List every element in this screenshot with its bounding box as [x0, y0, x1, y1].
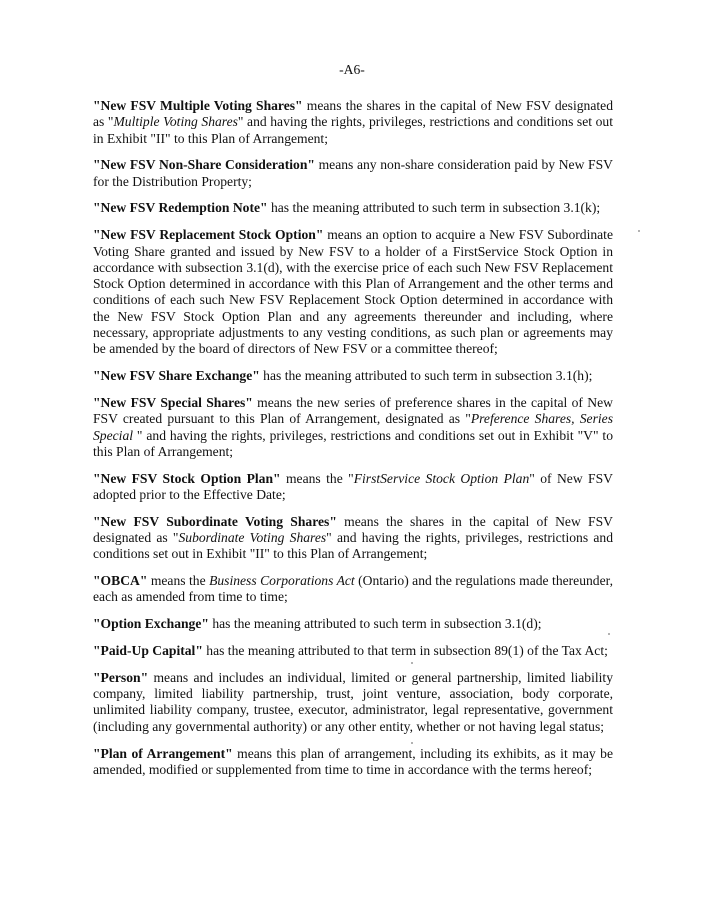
- definition-text: (Ontario) and the regulations made thereunder, each as amended from time to time;: [93, 573, 614, 605]
- italic-text: Subordinate Voting Shares: [178, 530, 327, 546]
- scan-speck: [411, 742, 413, 744]
- definition-paragraph: [93, 227, 613, 357]
- defined-term: "Person": [93, 669, 149, 685]
- page-number: -A6-: [339, 62, 365, 77]
- definition-text: has the meaning attributed to that term in subsection 89(1) of the Tax Act;: [202, 643, 608, 659]
- definition-text: means any non-share consideration paid by New FSV for the Distribution Property;: [93, 157, 613, 189]
- defined-term: "New FSV Stock Option Plan": [93, 470, 281, 486]
- definition-paragraph: [93, 746, 613, 779]
- definition-paragraph: [93, 395, 613, 460]
- scan-speck: [608, 633, 610, 635]
- definition-text: has the meaning attributed to such term in subsection 3.1(d);: [208, 616, 542, 632]
- definition-text: means an option to acquire a New FSV Subordinate Voting Share granted and issued by New FSV to a holder of a FirstService Stock Option in accordance with subsection 3.1(d), with the exercise price of each such New FSV Replacement Stock Option determined in accordance with this Plan of Arrangement and the other terms and conditions of each such New FSV Replacement Stock Option determined in accordance with the New FSV Stock Option Plan and any agreements thereunder and including, where necessary, appropriate adjustments to any vesting conditions, as such plan or agreements may be amended by the board of directors of New FSV or a committee thereof;: [93, 227, 613, 357]
- definition-paragraph: [93, 616, 613, 632]
- defined-term: "New FSV Redemption Note": [93, 200, 268, 216]
- defined-term: "New FSV Multiple Voting Shares": [93, 98, 303, 113]
- definition-paragraph: [93, 573, 613, 606]
- defined-term: "New FSV Subordinate Voting Shares": [93, 513, 337, 529]
- scan-speck: [638, 230, 640, 232]
- definition-paragraph: [93, 471, 613, 504]
- definition-text: means the shares in the capital of New FSV designated as ": [93, 98, 613, 130]
- italic-text: FirstService Stock Option Plan: [353, 470, 530, 486]
- definition-text: " and having the rights, privileges, restrictions and conditions set out in Exhibit "II" to this Plan of Arrangement;: [93, 114, 613, 146]
- defined-term: "New FSV Share Exchange": [93, 368, 260, 384]
- defined-term: "Option Exchange": [93, 616, 209, 632]
- defined-term: "New FSV Special Shares": [93, 394, 253, 410]
- italic-text: Preference Shares, Series Special: [93, 411, 613, 443]
- definition-text: " and having the rights, privileges, restrictions and conditions set out in Exhibit "II" to this Plan of Arrangement;: [93, 530, 613, 562]
- definition-text: means the new series of preference shares in the capital of New FSV created pursuant to this Plan of Arrangement, designated as ": [93, 394, 613, 427]
- definition-text: has the meaning attributed to such term in subsection 3.1(h);: [259, 368, 593, 384]
- definition-text: means the: [147, 573, 210, 589]
- definition-paragraph: [93, 200, 613, 216]
- definition-text: means the shares in the capital of New FSV designated as ": [93, 513, 613, 546]
- definition-text: has the meaning attributed to such term in subsection 3.1(k);: [267, 200, 601, 216]
- defined-term: "OBCA": [93, 573, 148, 589]
- italic-text: Business Corporations Act: [209, 573, 355, 589]
- definition-paragraph: [93, 368, 613, 384]
- definition-paragraph: [93, 514, 613, 563]
- defined-term: "Plan of Arrangement": [93, 745, 233, 761]
- definition-paragraph: [93, 157, 613, 190]
- definition-text: means the ": [280, 470, 354, 486]
- definition-text: means and includes an individual, limited or general partnership, limited liability company, limited liability partnership, trust, joint venture, association, body corporate, unlimited liability company, trustee, executor, administrator, legal representative, government (including any governmental authority) or any other entity, whether or not having legal status;: [93, 669, 613, 734]
- defined-term: "Paid-Up Capital": [93, 643, 203, 659]
- definition-text: " of New FSV adopted prior to the Effective Date;: [93, 470, 613, 502]
- italic-text: Multiple Voting Shares: [113, 114, 238, 130]
- defined-term: "New FSV Non-Share Consideration": [93, 157, 315, 173]
- definition-text: means this plan of arrangement, including its exhibits, as it may be amended, modified or supplemented from time to time in accordance with the terms hereof;: [93, 745, 614, 777]
- definitions-list: [93, 98, 613, 789]
- definition-paragraph: [93, 643, 613, 659]
- definition-text: " and having the rights, privileges, restrictions and conditions set out in Exhibit "V" to this Plan of Arrangement;: [93, 427, 613, 459]
- definition-paragraph: [93, 670, 613, 735]
- scan-speck: [411, 662, 413, 664]
- defined-term: "New FSV Replacement Stock Option": [93, 227, 324, 243]
- definition-paragraph: [93, 98, 613, 147]
